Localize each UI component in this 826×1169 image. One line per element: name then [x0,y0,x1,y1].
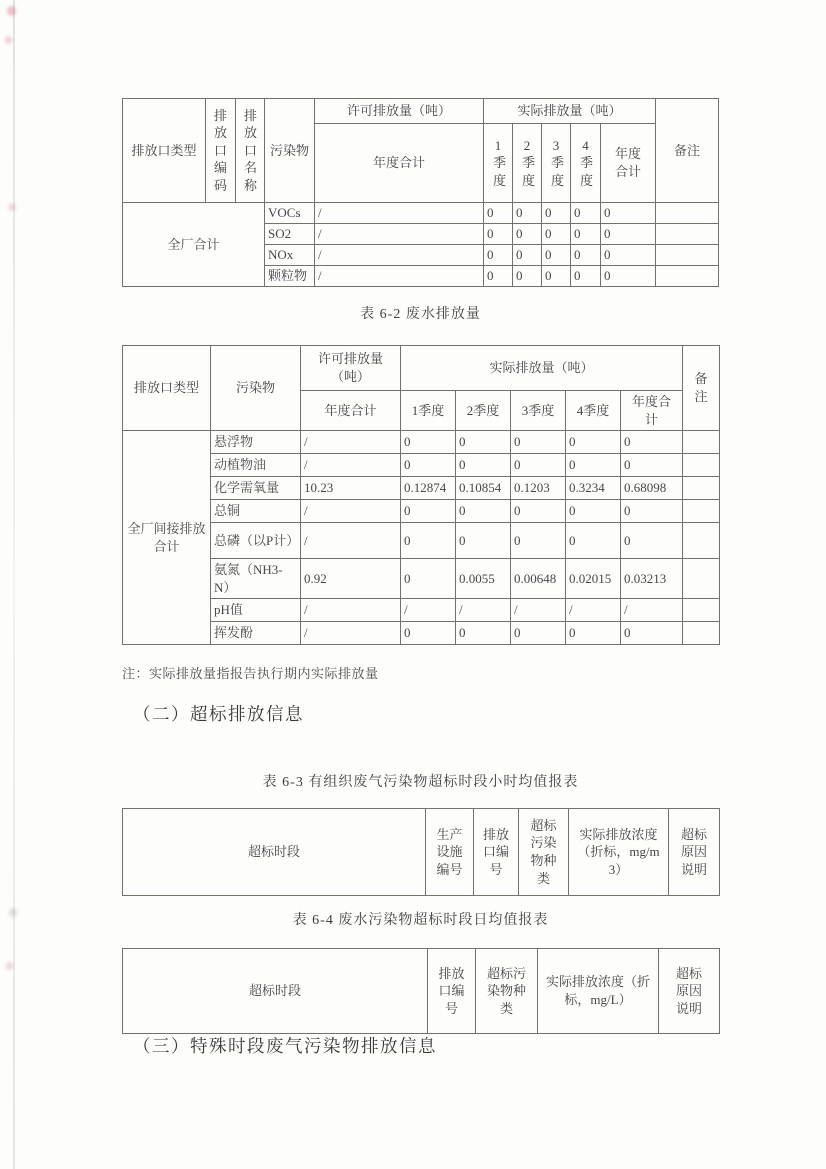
header-actual: 实际排放量（吨） [484,99,656,124]
header-annual-total: 年度合计 [315,124,484,203]
pollutant-cell: NOx [265,245,315,266]
header-q4: 4季度 [571,124,601,203]
header-actual: 实际排放量（吨） [401,346,683,391]
table2-caption: 表 6-2 废水排放量 [360,307,481,322]
table-row [123,500,720,523]
pollutant-cell: 挥发酚 [211,622,301,645]
header-pollutant-type: 超标污染物种类 [519,809,569,896]
q2-cell: 0 [513,266,542,287]
total-cell: 0 [621,523,683,559]
scan-smudge-artifact [5,36,12,44]
table-row [123,477,720,500]
section-heading-special-period: （三）特殊时段废气污染物排放信息 [133,1036,437,1056]
pollutant-cell: VOCs [265,203,315,224]
q4-cell: 0 [571,224,601,245]
remark-cell [683,599,720,622]
group-label-cell: 全厂合计 [123,203,265,287]
gas-exceedance-table [122,808,720,896]
scan-smudge-artifact [7,6,16,16]
total-cell: / [621,599,683,622]
group-label-cell: 全厂间接排放合计 [123,431,211,645]
wastewater-emission-table [122,345,720,645]
permitted-cell: / [301,454,401,477]
header-q2: 2季度 [456,391,511,431]
permitted-cell: / [301,500,401,523]
header-q2: 2季度 [513,124,542,203]
pollutant-cell: 化学需氧量 [211,477,301,500]
table-row [123,454,720,477]
table-row [123,431,720,454]
q2-cell: / [456,599,511,622]
q3-cell: 0 [542,266,571,287]
q4-cell: 0 [571,203,601,224]
total-cell: 0 [601,245,656,266]
header-q3: 3季度 [511,391,566,431]
header-exceedance-reason: 超标原因说明 [659,949,720,1034]
permitted-cell: / [301,431,401,454]
total-cell: 0 [601,266,656,287]
header-q1: 1季度 [484,124,513,203]
header-outlet-type: 排放口类型 [123,346,211,431]
q3-cell: 0.1203 [511,477,566,500]
q2-cell: 0 [456,431,511,454]
scan-smudge-artifact [6,962,13,970]
section-heading-exceedance: （二）超标排放信息 [133,704,304,724]
header-exceedance-reason: 超标原因说明 [669,809,720,896]
table-row [123,523,720,559]
permitted-cell: / [301,622,401,645]
table-header-row [123,346,720,391]
pollutant-cell: 悬浮物 [211,431,301,454]
q4-cell: 0 [566,622,621,645]
header-outlet-name: 排放口名称 [236,99,265,203]
q3-cell: 0 [511,500,566,523]
table-footnote: 注：实际排放量指报告执行期内实际排放量 [122,666,379,681]
q2-cell: 0 [513,245,542,266]
remark-cell [683,477,720,500]
scan-smudge-artifact [9,908,17,917]
total-cell: 0 [601,203,656,224]
q1-cell: 0 [401,500,456,523]
pollutant-cell: 总磷（以P计） [211,523,301,559]
q4-cell: 0 [571,245,601,266]
header-annual-total: 年度合计 [621,391,683,431]
header-permitted: 许可排放量（吨） [315,99,484,124]
q1-cell: 0 [484,203,513,224]
header-annual-total: 年度合计 [301,391,401,431]
remark-cell [656,245,719,266]
remark-cell [683,622,720,645]
permitted-cell: / [315,266,484,287]
q3-cell: 0.00648 [511,559,566,599]
table3-caption: 表 6-3 有组织废气污染物超标时段小时均值报表 [262,775,579,790]
remark-cell [683,500,720,523]
q3-cell: 0 [511,523,566,559]
q3-cell: 0 [542,224,571,245]
table-row [123,203,719,224]
header-permitted: 许可排放量（吨） [301,346,401,391]
permitted-cell: / [315,224,484,245]
header-q3: 3季度 [542,124,571,203]
q1-cell: 0 [484,245,513,266]
q2-cell: 0.0055 [456,559,511,599]
header-q1: 1季度 [401,391,456,431]
pollutant-cell: pH值 [211,599,301,622]
header-annual-total: 年度合计 [601,124,656,203]
remark-cell [683,431,720,454]
total-cell: 0 [621,454,683,477]
scan-smudge-artifact [8,203,16,211]
q1-cell: / [401,599,456,622]
remark-cell [656,203,719,224]
q4-cell: 0 [566,500,621,523]
q4-cell: 0 [566,454,621,477]
q4-cell: 0.3234 [566,477,621,500]
header-pollutant-type: 超标污染物种类 [476,949,538,1034]
pollutant-cell: 颗粒物 [265,266,315,287]
total-cell: 0 [621,500,683,523]
remark-cell [656,266,719,287]
q4-cell: 0 [566,523,621,559]
pollutant-cell: 总铜 [211,500,301,523]
q1-cell: 0 [401,431,456,454]
header-facility-number: 生产设施编号 [426,809,474,896]
q2-cell: 0.10854 [456,477,511,500]
remark-cell [683,523,720,559]
header-exceedance-period: 超标时段 [123,949,428,1034]
pollutant-cell: SO2 [265,224,315,245]
table-row [123,599,720,622]
gas-emission-table [122,98,719,287]
header-remark: 备注 [683,346,720,431]
q1-cell: 0 [401,454,456,477]
q3-cell: 0 [511,431,566,454]
permitted-cell: / [301,599,401,622]
q2-cell: 0 [456,523,511,559]
total-cell: 0 [621,622,683,645]
total-cell: 0 [621,431,683,454]
q3-cell: / [511,599,566,622]
permitted-cell: 10.23 [301,477,401,500]
header-actual-concentration: 实际排放浓度（折标，mg/m3） [569,809,669,896]
q1-cell: 0 [401,523,456,559]
permitted-cell: 0.92 [301,559,401,599]
table-header-row [123,809,720,896]
wastewater-exceedance-table [122,948,720,1034]
header-pollutant: 污染物 [211,346,301,431]
q4-cell: 0 [571,266,601,287]
pollutant-cell: 氨氮（NH3-N） [211,559,301,599]
q2-cell: 0 [456,622,511,645]
header-outlet-number: 排放口编号 [428,949,476,1034]
header-outlet-type: 排放口类型 [123,99,206,203]
q4-cell: 0 [566,431,621,454]
q1-cell: 0 [484,266,513,287]
q2-cell: 0 [456,454,511,477]
pollutant-cell: 动植物油 [211,454,301,477]
permitted-cell: / [301,523,401,559]
table-row [123,622,720,645]
table-row [123,559,720,599]
q4-cell: / [566,599,621,622]
permitted-cell: / [315,245,484,266]
header-q4: 4季度 [566,391,621,431]
q1-cell: 0.12874 [401,477,456,500]
q4-cell: 0.02015 [566,559,621,599]
header-remark: 备注 [656,99,719,203]
table4-caption: 表 6-4 废水污染物超标时段日均值报表 [292,913,549,928]
total-cell: 0.03213 [621,559,683,599]
remark-cell [656,224,719,245]
header-pollutant: 污染物 [265,99,315,203]
q1-cell: 0 [401,622,456,645]
total-cell: 0.68098 [621,477,683,500]
header-exceedance-period: 超标时段 [123,809,426,896]
q1-cell: 0 [484,224,513,245]
scan-edge-artifact [13,0,15,1169]
q3-cell: 0 [542,245,571,266]
q3-cell: 0 [511,622,566,645]
header-outlet-number: 排放口编号 [474,809,519,896]
q3-cell: 0 [511,454,566,477]
q2-cell: 0 [513,224,542,245]
q2-cell: 0 [456,500,511,523]
table-header-row [123,99,719,124]
header-actual-concentration: 实际排放浓度（折标，mg/L） [538,949,659,1034]
q3-cell: 0 [542,203,571,224]
table-header-row [123,949,720,1034]
remark-cell [683,454,720,477]
total-cell: 0 [601,224,656,245]
q1-cell: 0 [401,559,456,599]
permitted-cell: / [315,203,484,224]
q2-cell: 0 [513,203,542,224]
header-outlet-code: 排放口编码 [206,99,236,203]
remark-cell [683,559,720,599]
